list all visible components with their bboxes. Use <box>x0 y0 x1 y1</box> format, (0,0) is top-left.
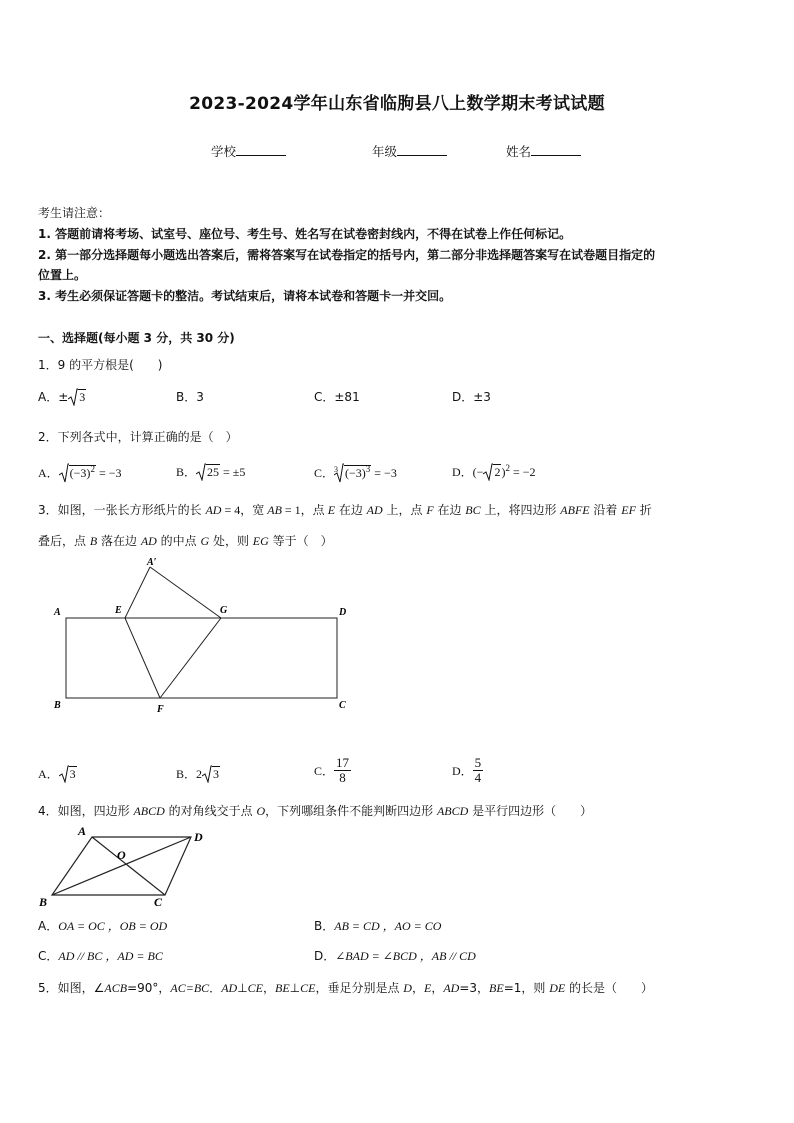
q2-d-close: ) <box>501 465 506 479</box>
text-run: ⊥ <box>237 981 248 995</box>
segment-ea-prime <box>125 567 150 618</box>
math-var: AD <box>443 981 460 995</box>
text-run: ，下列哪组条件不能判断四边形 <box>265 804 437 818</box>
q4-option-d[interactable] <box>314 947 476 964</box>
q3-b-radicand: 3 <box>213 767 220 781</box>
notice-item: 2. 第一部分选择题每小题选出答案后，需将答案写在试卷指定的括号内，第二部分非选择题答案写在试卷题目指定的 <box>38 248 656 262</box>
school-blank[interactable] <box>236 143 286 156</box>
q3-c-label: C． <box>314 764 335 778</box>
text-run: 的长是（ ） <box>565 981 654 995</box>
math-var: AB <box>267 503 282 517</box>
name-label: 姓名 <box>506 144 532 159</box>
math-var: ACB <box>104 981 128 995</box>
numerator: 5 <box>474 755 482 770</box>
math-var: AD <box>140 534 157 548</box>
q4-d-label: D． <box>314 949 336 963</box>
text-run: 落在边 <box>97 534 141 548</box>
segment-gf <box>160 618 221 698</box>
q2-d-label: D． <box>452 465 473 479</box>
text-run: 3．如图，一张长方形纸片的长 <box>38 503 206 517</box>
rectangle-abcd <box>66 618 337 698</box>
text-run: 在边 <box>335 503 367 517</box>
text-run: ， <box>411 981 424 995</box>
q3-option-d[interactable] <box>452 756 483 785</box>
q2-c-root-index: 3 <box>334 465 339 474</box>
segment-ef <box>125 618 160 698</box>
q3-d-label: D． <box>452 764 473 778</box>
text-run: 5．如图，∠ <box>38 981 105 995</box>
radical-sign-icon <box>59 765 69 783</box>
q3-b-coef: 2 <box>196 767 203 781</box>
q2-a-result: = −3 <box>95 466 122 480</box>
q2-d-open: (− <box>472 465 484 479</box>
label-d: D <box>339 607 347 618</box>
label-c: C <box>339 700 346 711</box>
radical-sign-icon <box>196 463 206 481</box>
q2-option-d[interactable] <box>452 463 535 481</box>
text-run: ⊥ <box>289 981 301 995</box>
fraction <box>473 756 484 785</box>
q4-parallelogram-figure <box>36 822 216 910</box>
q4-c-text: AD // BC ，AD = BC <box>58 949 163 963</box>
q4-option-b[interactable] <box>314 917 441 934</box>
math-var: DE <box>549 981 566 995</box>
q1-a-radicand: 3 <box>79 390 86 404</box>
numerator: 17 <box>336 755 350 770</box>
q4-option-a[interactable] <box>38 917 167 934</box>
math-var: CE <box>300 981 316 995</box>
radical-sign-icon <box>483 463 493 481</box>
math-var: O <box>256 804 266 818</box>
q2-b-result: = ±5 <box>220 465 246 479</box>
school-label: 学校 <box>211 144 237 159</box>
text-run: = 1，点 <box>281 503 328 517</box>
text-run: 是平行四边形（ ） <box>468 804 593 818</box>
math-var: BE <box>275 981 290 995</box>
question-2-stem: 2．下列各式中，计算正确的是（ ） <box>38 430 238 444</box>
math-var: EF <box>621 503 636 517</box>
question-1-stem: 1．9 的平方根是( ) <box>38 358 163 372</box>
text-run: ，垂足分别是点 <box>315 981 404 995</box>
q4-d-text: ∠BAD = ∠BCD ，AB // CD <box>335 949 476 963</box>
denominator: 8 <box>339 770 346 785</box>
section-heading: 一、选择题(每小题 3 分，共 30 分) <box>38 331 235 345</box>
math-var: AD <box>366 503 383 517</box>
label-b: B <box>39 895 48 909</box>
q3-a-radicand: 3 <box>69 767 76 781</box>
text-run: ， <box>431 981 444 995</box>
q1-option-b[interactable]: B．3 <box>176 390 204 404</box>
segment-a-prime-g <box>150 567 221 618</box>
text-run: 处，则 <box>209 534 253 548</box>
text-run: 上，点 <box>382 503 427 517</box>
math-var: ABFE <box>560 503 590 517</box>
q4-a-label: A． <box>38 919 59 933</box>
text-run: 在边 <box>433 503 466 517</box>
name-blank[interactable] <box>531 143 581 156</box>
q2-d-result: = −2 <box>509 465 536 479</box>
q4-c-label: C． <box>38 949 59 963</box>
math-var: G <box>200 534 210 548</box>
q2-option-c[interactable] <box>314 463 397 483</box>
math-var: ABCD <box>436 804 469 818</box>
radical-sign-icon <box>334 463 344 483</box>
q2-option-b[interactable] <box>176 463 245 481</box>
q2-c-label: C． <box>314 466 335 480</box>
q3-option-a[interactable] <box>38 765 77 783</box>
text-run: =1，则 <box>503 981 550 995</box>
math-var: E <box>423 981 432 995</box>
school-field[interactable] <box>211 142 286 160</box>
text-run: 的中点 <box>156 534 201 548</box>
fraction <box>334 756 351 785</box>
q2-d-radicand: 2 <box>494 465 501 479</box>
grade-blank[interactable] <box>397 143 447 156</box>
text-run: =3， <box>459 981 490 995</box>
notice-heading: 考生请注意： <box>38 206 111 220</box>
notice-item: 1. 答题前请将考场、试室号、座位号、考生号、姓名写在试卷密封线内，不得在试卷上作任何标记。 <box>38 227 572 241</box>
text-run: 等于（ ） <box>268 534 333 548</box>
math-var: ABCD <box>133 804 165 818</box>
text-run: 叠后，点 <box>38 534 90 548</box>
math-var: BC <box>465 503 481 517</box>
radical-sign-icon <box>202 765 212 783</box>
q1-option-a[interactable] <box>38 388 86 406</box>
notice-item: 3. 考生必须保证答题卡的整洁。考试结束后，请将本试卷和答题卡一并交回。 <box>38 289 452 303</box>
q2-b-label: B． <box>176 465 197 479</box>
text-run: 4．如图，四边形 <box>38 804 134 818</box>
q4-b-text: AB = CD ，AO = CO <box>334 919 442 933</box>
q3-rectangle-fold-figure <box>40 555 370 725</box>
q2-a-exponent: 2 <box>90 464 95 474</box>
label-a: A <box>78 824 87 838</box>
q2-b-radicand: 25 <box>207 465 220 479</box>
diagonal-bd <box>52 837 191 895</box>
text-run: ， <box>262 981 275 995</box>
label-d: D <box>194 830 203 844</box>
notice-item: 位置上。 <box>38 268 87 282</box>
label-f: F <box>157 704 164 715</box>
q3-b-label: B． <box>176 767 197 781</box>
q2-c-exponent: 3 <box>365 464 371 474</box>
label-a-prime: A′ <box>147 557 157 568</box>
q2-c-radicand: (−3) <box>345 466 366 480</box>
q4-b-label: B． <box>314 919 335 933</box>
math-var: AD <box>221 981 238 995</box>
label-c: C <box>154 895 163 909</box>
grade-label: 年级 <box>372 144 398 159</box>
q1-a-label: A．± <box>38 390 69 404</box>
grade-field[interactable] <box>372 142 447 160</box>
q3-a-label: A． <box>38 767 59 781</box>
q2-a-label: A． <box>38 466 59 480</box>
math-var: EG <box>252 534 269 548</box>
math-var: CE <box>247 981 263 995</box>
math-var: BE <box>489 981 504 995</box>
q1-option-c[interactable]: C．±81 <box>314 390 360 404</box>
math-var: AC=BC <box>170 981 210 995</box>
label-e: E <box>115 605 122 616</box>
q1-option-d[interactable]: D．±3 <box>452 390 491 404</box>
diagonal-ac <box>92 837 165 895</box>
text-run: 上，将四边形 <box>480 503 561 517</box>
q3-option-c[interactable] <box>314 756 351 785</box>
question-5-stem <box>38 979 653 996</box>
label-b: B <box>54 700 61 711</box>
question-4-stem <box>38 802 592 819</box>
q4-option-c[interactable] <box>38 947 163 964</box>
page-title: 2023-2024学年山东省临朐县八上数学期末考试试题 <box>189 94 605 114</box>
q2-a-radicand: (−3) <box>69 466 91 480</box>
name-field[interactable] <box>506 142 581 160</box>
text-run: = 4，宽 <box>221 503 268 517</box>
q2-d-exponent: 2 <box>505 463 510 473</box>
label-o: O <box>117 848 126 862</box>
q2-option-a[interactable] <box>38 463 121 483</box>
math-var: AD <box>205 503 222 517</box>
text-run: 沿着 <box>589 503 622 517</box>
math-var: F <box>426 503 434 517</box>
label-a: A <box>54 607 61 618</box>
math-var: B <box>89 534 98 548</box>
text-run: ． <box>209 981 222 995</box>
q3-option-b[interactable] <box>176 765 220 783</box>
radical-sign-icon <box>68 388 78 406</box>
text-run: =90°， <box>127 981 171 995</box>
q4-a-text: OA = OC ，OB = OD <box>58 919 168 933</box>
question-3-stem-line1 <box>38 501 652 518</box>
math-var: D <box>403 981 412 995</box>
math-var: E <box>327 503 336 517</box>
text-run: 的对角线交于点 <box>164 804 257 818</box>
text-run: 折 <box>635 503 652 517</box>
question-3-stem-line2 <box>38 532 333 549</box>
radical-sign-icon <box>59 463 69 483</box>
label-g: G <box>220 605 228 616</box>
q2-c-result: = −3 <box>371 466 397 480</box>
denominator: 4 <box>474 770 482 785</box>
